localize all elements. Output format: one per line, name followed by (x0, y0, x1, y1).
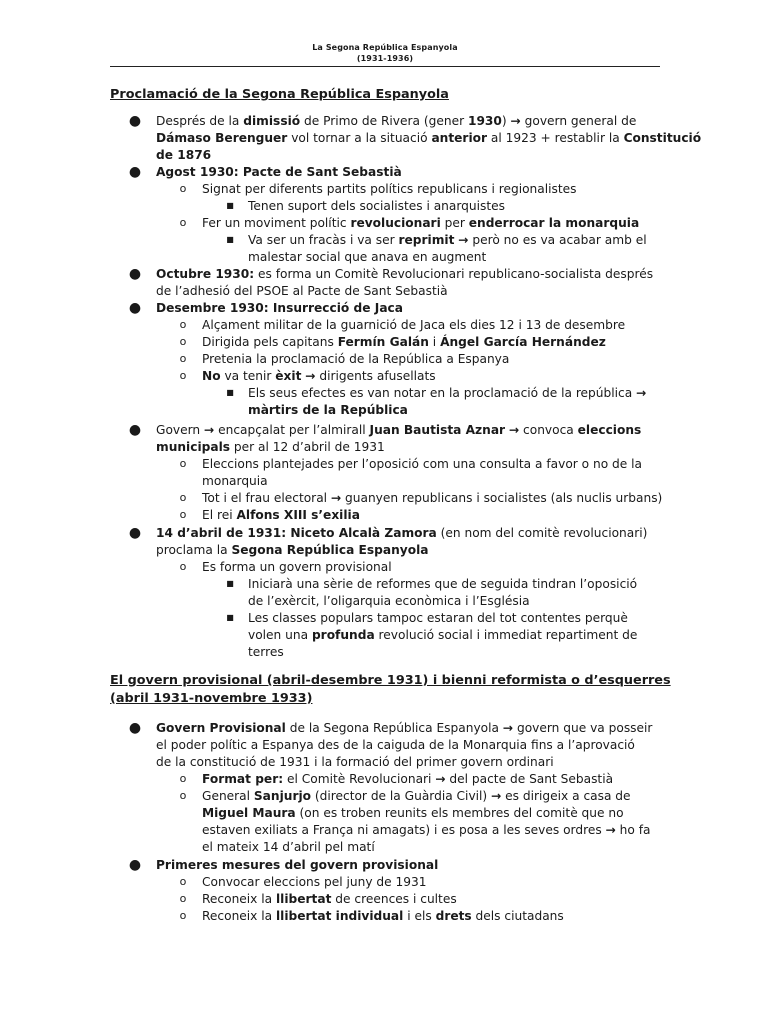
circle-marker: o (179, 182, 187, 195)
sub-item-line: monarquia (202, 474, 268, 488)
list-item-line: Dámaso Berenguer vol tornar a la situació anterior al 1923 + restablir la Constitució (156, 131, 702, 145)
sub-sub-item: Iniciarà una sèrie de reformes que de seguida tindran l’oposició (248, 577, 638, 591)
sub-item: Eleccions plantejades per l’oposició com una consulta a favor o no de la (202, 457, 643, 471)
arrow-icon: → (491, 789, 502, 803)
circle-marker: o (179, 560, 187, 573)
list-item-octubre-1930: Octubre 1930: es forma un Comitè Revolucionari republicano-socialista després (156, 267, 654, 281)
sub-item: Alçament militar de la guarnició de Jaca els dies 12 i 13 de desembre (202, 318, 626, 332)
sub-item: Reconeix la llibertat de creences i cultes (202, 892, 457, 906)
sub-sub-item: Va ser un fracàs i va ser reprimit → però no es va acabar amb el (248, 233, 647, 247)
bullet-marker: ● (128, 525, 142, 541)
list-item-line: de 1876 (156, 148, 212, 162)
list-item-line: de l’adhesió del PSOE al Pacte de Sant Sebastià (156, 284, 448, 298)
list-item-line: de la constitució de 1931 i la formació del primer govern ordinari (156, 755, 554, 769)
bullet-marker: ● (128, 164, 142, 180)
sub-sub-item-line: de l’exèrcit, l’oligarquia econòmica i l’Església (248, 594, 530, 608)
arrow-icon: → (330, 491, 342, 505)
square-marker: ■ (226, 579, 234, 588)
list-item-line: el poder polític a Espanya des de la caiguda de la Monarquia fins a l’aprovació (156, 738, 635, 752)
arrow-icon: → (508, 423, 520, 437)
list-item-14-abril: 14 d’abril de 1931: Niceto Alcalà Zamora (en nom del comitè revolucionari) (156, 526, 648, 540)
running-header (110, 42, 660, 64)
sub-item: Tot i el frau electoral → guanyen republicans i socialistes (als nuclis urbans) (202, 491, 663, 505)
bullet-marker: ● (128, 300, 142, 316)
section-title-govern-provisional: El govern provisional (abril-desembre 1931) i bienni reformista o d’esquerres (110, 673, 671, 688)
sub-sub-item-line: volen una profunda revolució social i immediat repartiment de (248, 628, 638, 642)
list-item-agost-1930: Agost 1930: Pacte de Sant Sebastià (156, 165, 402, 179)
sub-sub-item: Tenen suport dels socialistes i anarquistes (248, 199, 505, 213)
sub-item: No va tenir èxit → dirigents afusellats (202, 369, 436, 383)
square-marker: ■ (226, 388, 234, 397)
bullet-marker: ● (128, 857, 142, 873)
header-rule (110, 66, 660, 67)
arrow-icon: → (435, 772, 446, 786)
circle-marker: o (179, 772, 187, 785)
list-item-line: proclama la Segona República Espanyola (156, 543, 429, 557)
sub-item-line: estaven exiliats a França ni amagats) i es posa a les seves ordres → ho fa (202, 823, 651, 837)
sub-item: El rei Alfons XIII s’exilia (202, 508, 360, 522)
arrow-icon: → (204, 423, 215, 437)
sub-sub-item: Les classes populars tampoc estaran del tot contentes perquè (248, 611, 628, 625)
bullet-marker: ● (128, 422, 142, 438)
circle-marker: o (179, 318, 187, 331)
sub-item: Signat per diferents partits polítics republicans i regionalistes (202, 182, 577, 196)
bullet-marker: ● (128, 113, 142, 129)
section-title-proclamacio: Proclamació de la Segona República Espanyola (110, 87, 449, 102)
sub-item: Reconeix la llibertat individual i els drets dels ciutadans (202, 909, 564, 923)
list-item-desembre-1930: Desembre 1930: Insurrecció de Jaca (156, 301, 403, 315)
sub-item: Pretenia la proclamació de la República a Espanya (202, 352, 510, 366)
arrow-icon: → (605, 823, 616, 837)
square-marker: ■ (226, 235, 234, 244)
sub-item-line: el mateix 14 d’abril pel matí (202, 840, 375, 854)
circle-marker: o (179, 352, 187, 365)
bullet-marker: ● (128, 266, 142, 282)
sub-sub-item-line: màrtirs de la República (248, 403, 408, 417)
sub-item: General Sanjurjo (director de la Guàrdia Civil) → es dirigeix a casa de (202, 789, 631, 803)
circle-marker: o (179, 508, 187, 521)
circle-marker: o (179, 789, 187, 802)
sub-item: Fer un moviment polític revolucionari per enderrocar la monarquia (202, 216, 640, 230)
sub-item: Dirigida pels capitans Fermín Galán i Ángel García Hernández (202, 335, 606, 349)
list-item-govern-provisional: Govern Provisional de la Segona República Espanyola → govern que va posseir (156, 721, 653, 735)
list-item-primeres-mesures: Primeres mesures del govern provisional (156, 858, 439, 872)
circle-marker: o (179, 335, 187, 348)
header-title: La Segona República Espanyola (312, 43, 458, 52)
circle-marker: o (179, 457, 187, 470)
sub-item: Format per: el Comitè Revolucionari → del pacte de Sant Sebastià (202, 772, 614, 786)
sub-item: Convocar eleccions pel juny de 1931 (202, 875, 427, 889)
list-item-line: municipals per al 12 d’abril de 1931 (156, 440, 385, 454)
circle-marker: o (179, 892, 187, 905)
sub-sub-item: Els seus efectes es van notar en la proclamació de la república → (248, 386, 647, 400)
arrow-icon: → (305, 369, 316, 383)
circle-marker: o (179, 369, 187, 382)
circle-marker: o (179, 875, 187, 888)
sub-sub-item-line: terres (248, 645, 284, 659)
circle-marker: o (179, 216, 187, 229)
arrow-icon: → (510, 114, 521, 128)
header-years: (1931-1936) (356, 54, 414, 63)
arrow-icon: → (502, 721, 514, 735)
list-item-govern-aznar: Govern → encapçalat per l’almirall Juan Bautista Aznar → convoca eleccions (156, 423, 642, 437)
sub-sub-item-line: malestar social que anava en augment (248, 250, 487, 264)
circle-marker: o (179, 491, 187, 504)
list-item-line: Després de la dimissió de Primo de Rivera (gener 1930) → govern general de (156, 114, 637, 128)
arrow-icon: → (458, 233, 469, 247)
sub-item: Es forma un govern provisional (202, 560, 392, 574)
circle-marker: o (179, 909, 187, 922)
bullet-marker: ● (128, 720, 142, 736)
arrow-icon: → (636, 386, 647, 400)
square-marker: ■ (226, 201, 234, 210)
sub-item-line: Miguel Maura (on es troben reunits els membres del comitè que no (202, 806, 624, 820)
section-title-line: (abril 1931-novembre 1933) (110, 691, 313, 706)
square-marker: ■ (226, 613, 234, 622)
